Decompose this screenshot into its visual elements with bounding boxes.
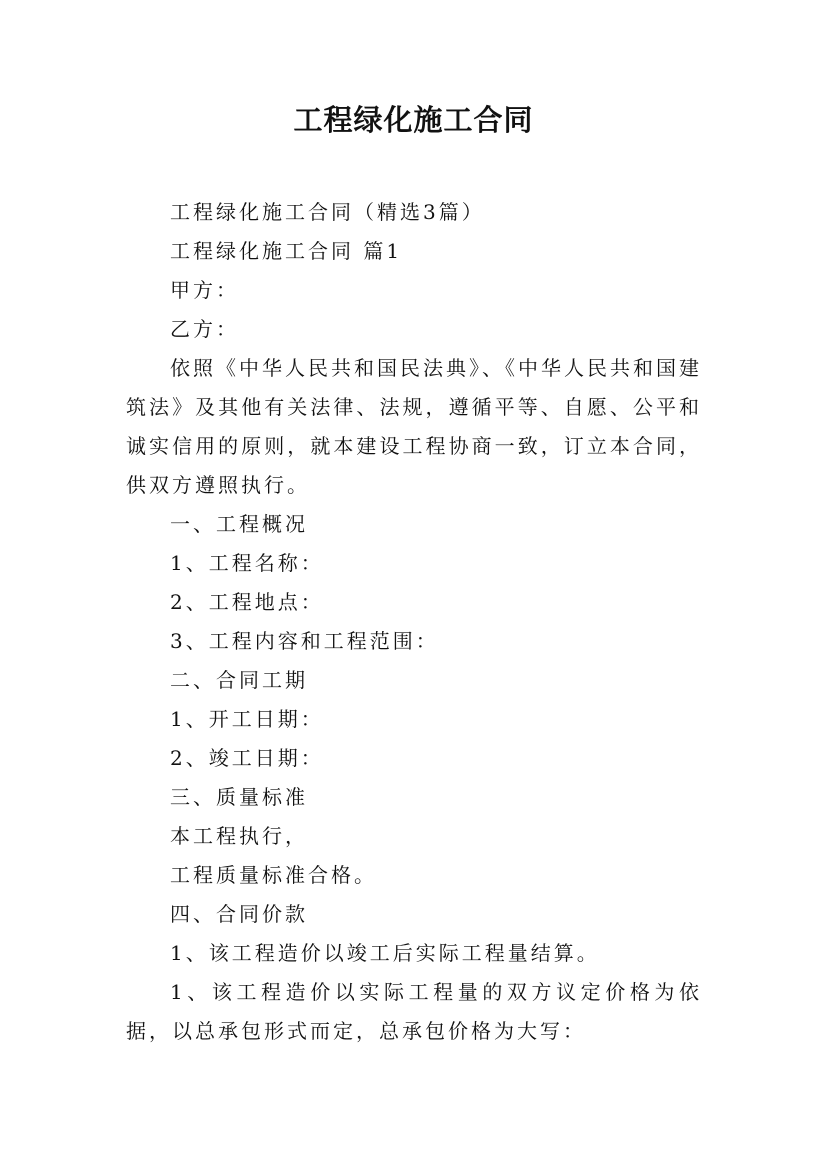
clause-item: 2、工程地点：: [170, 590, 324, 614]
clause-heading: 二、合同工期: [170, 668, 308, 692]
preamble-paragraph: 依照《中华人民共和国民法典》、《中华人民共和国建筑法》及其他有关法律、法规，遵循平等、自愿、公平和诚实信用的原则，就本建设工程协商一致，订立本合同，供双方遵照执行。: [126, 356, 702, 497]
subtitle-paragraph: 工程绿化施工合同（精选3篇）: [170, 200, 485, 224]
clause-item: 1、开工日期：: [170, 707, 324, 731]
clause-item: 3、工程内容和工程范围：: [170, 629, 439, 653]
document-body: [126, 193, 702, 1051]
party-a-line: 甲方：: [170, 278, 239, 302]
section-heading: 工程绿化施工合同 篇1: [170, 239, 403, 263]
clause-item: 2、竣工日期：: [170, 746, 324, 770]
clause-item: 本工程执行，: [170, 824, 308, 848]
clause-item: 1、该工程造价以实际工程量的双方议定价格为依据，以总承包形式而定，总承包价格为大写：: [126, 980, 702, 1043]
clause-heading: 一、工程概况: [170, 512, 308, 536]
clause-item: 1、该工程造价以竣工后实际工程量结算。: [170, 941, 600, 965]
party-b-line: 乙方：: [170, 317, 239, 341]
clause-heading: 三、质量标准: [170, 785, 308, 809]
document-title: 工程绿化施工合同: [293, 103, 534, 137]
clause-item: 工程质量标准合格。: [170, 863, 377, 887]
clause-heading: 四、合同价款: [170, 902, 308, 926]
clause-item: 1、工程名称：: [170, 551, 324, 575]
